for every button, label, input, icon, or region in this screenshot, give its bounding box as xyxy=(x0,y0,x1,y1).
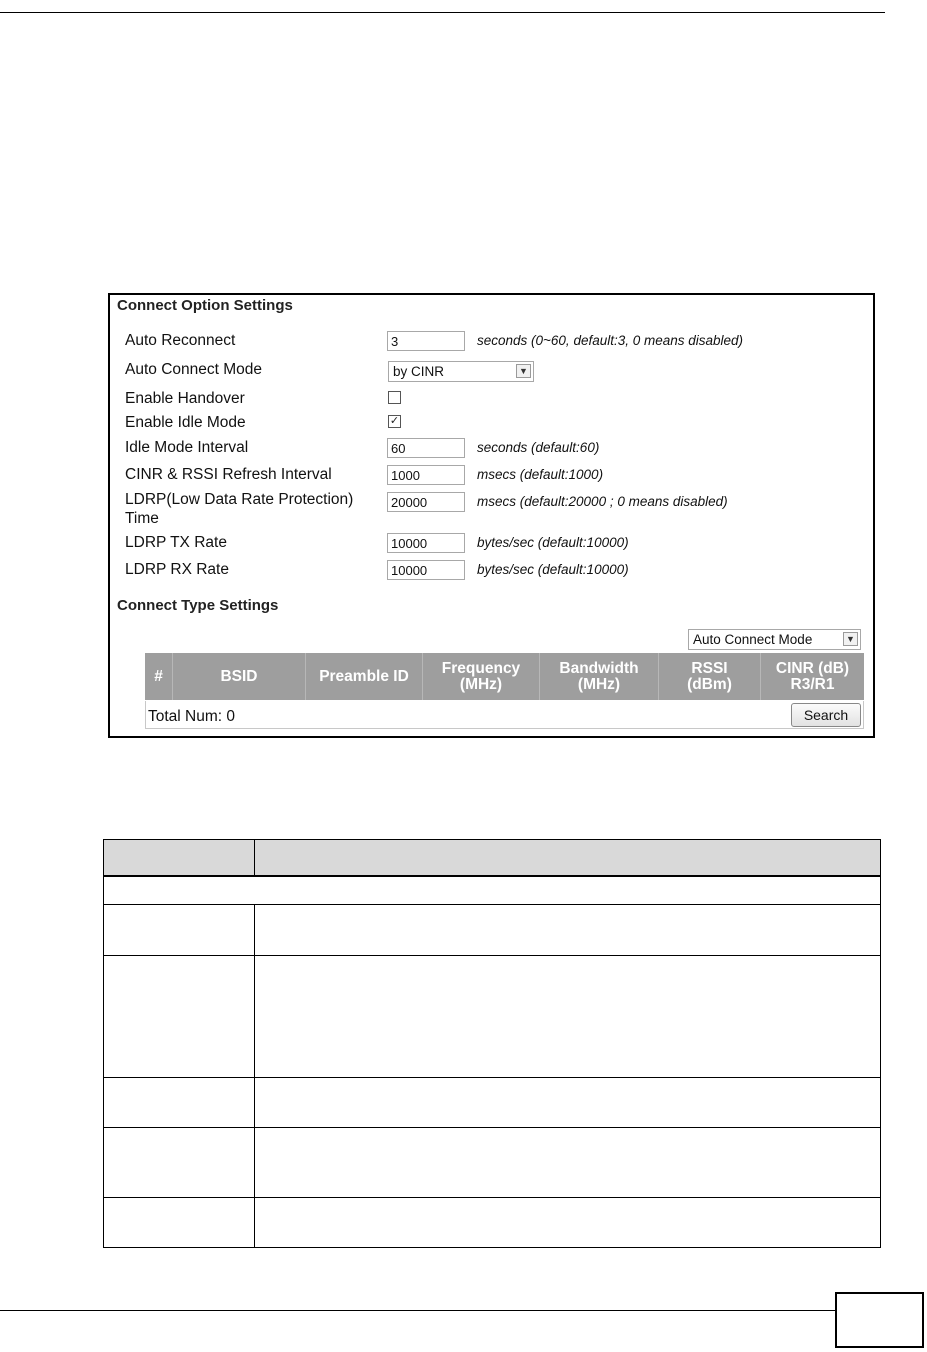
desc-row-label xyxy=(104,1078,255,1128)
checkmark-icon: ✓ xyxy=(389,415,400,427)
desc-row-description xyxy=(255,1128,881,1198)
bs-table-footer xyxy=(145,701,864,729)
col-preamble-id: Preamble ID xyxy=(306,653,423,700)
desc-header-description xyxy=(255,840,881,877)
connect-settings-panel xyxy=(108,293,875,738)
desc-row-description xyxy=(255,905,881,956)
page-number-box xyxy=(835,1292,924,1348)
col-bandwidth: Bandwidth (MHz) xyxy=(540,653,659,700)
ldrp-tx-rate-hint: bytes/sec (default:10000) xyxy=(477,535,629,550)
auto-connect-mode-label: Auto Connect Mode xyxy=(125,361,263,378)
bs-table-header xyxy=(145,653,864,700)
description-table xyxy=(103,839,881,1248)
search-button[interactable]: Search xyxy=(791,703,861,727)
connect-type-mode-select[interactable] xyxy=(688,629,861,650)
enable-handover-label: Enable Handover xyxy=(125,390,245,407)
desc-row-label xyxy=(104,905,255,956)
ldrp-time-input[interactable]: 20000 xyxy=(387,492,465,512)
chevron-down-icon[interactable]: ▼ xyxy=(843,632,858,646)
refresh-interval-hint: msecs (default:1000) xyxy=(477,467,604,482)
ldrp-time-hint: msecs (default:20000 ; 0 means disabled) xyxy=(477,494,728,509)
refresh-interval-input[interactable]: 1000 xyxy=(387,465,465,485)
ldrp-tx-rate-label: LDRP TX Rate xyxy=(125,534,227,551)
footer-rule xyxy=(0,1310,836,1311)
total-num: Total Num: 0 xyxy=(148,708,236,725)
idle-mode-interval-hint: seconds (default:60) xyxy=(477,440,600,455)
desc-row-description xyxy=(255,1078,881,1128)
ldrp-rx-rate-input[interactable]: 10000 xyxy=(387,560,465,580)
enable-handover-checkbox[interactable] xyxy=(388,391,401,404)
desc-row-label xyxy=(104,956,255,1078)
ldrp-rx-rate-hint: bytes/sec (default:10000) xyxy=(477,562,629,577)
auto-reconnect-input[interactable]: 3 xyxy=(387,331,465,351)
auto-connect-mode-select[interactable] xyxy=(388,361,534,382)
enable-idle-mode-label: Enable Idle Mode xyxy=(125,414,246,431)
connect-type-title: Connect Type Settings xyxy=(117,597,279,614)
refresh-interval-label: CINR & RSSI Refresh Interval xyxy=(125,466,332,483)
col-cinr: CINR (dB) R3/R1 xyxy=(775,659,850,693)
desc-row-label xyxy=(104,1128,255,1198)
idle-mode-interval-label: Idle Mode Interval xyxy=(125,439,249,456)
col-rssi: RSSI (dBm) xyxy=(659,653,761,700)
chevron-down-icon[interactable]: ▼ xyxy=(516,364,531,378)
enable-idle-mode-checkbox[interactable] xyxy=(388,415,401,428)
idle-mode-interval-input[interactable]: 60 xyxy=(387,438,465,458)
ldrp-time-label-line2: Time xyxy=(125,510,159,527)
col-index: # xyxy=(145,653,173,700)
col-frequency: Frequency (MHz) xyxy=(423,653,540,700)
col-bsid: BSID xyxy=(173,653,306,700)
auto-connect-mode-value: by CINR xyxy=(393,364,445,379)
auto-reconnect-hint: seconds (0~60, default:3, 0 means disabled) xyxy=(477,333,744,348)
desc-row-description xyxy=(255,1198,881,1248)
desc-section-row xyxy=(104,876,881,905)
connect-option-title: Connect Option Settings xyxy=(117,297,293,314)
desc-row-description xyxy=(255,956,881,1078)
desc-header-label xyxy=(104,840,255,877)
ldrp-tx-rate-input[interactable]: 10000 xyxy=(387,533,465,553)
desc-row-label xyxy=(104,1198,255,1248)
connect-type-mode-value: Auto Connect Mode xyxy=(693,632,813,647)
auto-reconnect-label: Auto Reconnect xyxy=(125,332,236,349)
header-rule xyxy=(0,12,885,13)
ldrp-rx-rate-label: LDRP RX Rate xyxy=(125,561,229,578)
ldrp-time-label-line1: LDRP(Low Data Rate Protection) xyxy=(125,491,354,508)
